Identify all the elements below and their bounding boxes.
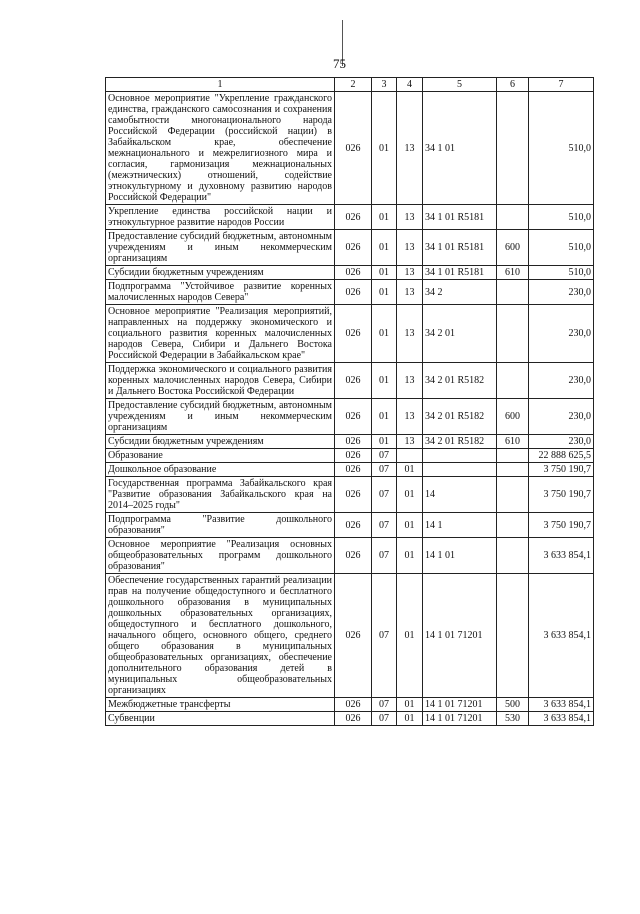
table-row — [106, 698, 594, 712]
table-row — [106, 280, 594, 305]
row-c3-cell: 01 — [372, 305, 397, 363]
row-c2-cell: 026 — [335, 266, 372, 280]
budget-table — [105, 77, 594, 726]
row-c4-cell: 01 — [397, 513, 423, 538]
header-col-5: 5 — [423, 78, 497, 92]
row-c2-cell: 026 — [335, 698, 372, 712]
row-c5-cell: 34 2 01 — [423, 305, 497, 363]
row-c2-cell: 026 — [335, 463, 372, 477]
row-c4-cell: 01 — [397, 712, 423, 726]
row-c5-cell: 34 2 01 R5182 — [423, 399, 497, 435]
page-number: 75 — [333, 56, 346, 71]
row-c3-cell: 07 — [372, 574, 397, 698]
row-c4-cell: 13 — [397, 280, 423, 305]
table-row — [106, 399, 594, 435]
row-name-cell: Субсидии бюджетным учреждениям — [106, 266, 335, 280]
row-c7-cell: 510,0 — [529, 205, 594, 230]
table-row — [106, 477, 594, 513]
row-c2-cell: 026 — [335, 280, 372, 305]
row-c4-cell: 13 — [397, 92, 423, 205]
row-c7-cell: 510,0 — [529, 92, 594, 205]
header-col-3: 3 — [372, 78, 397, 92]
row-c7-cell: 3 750 190,7 — [529, 477, 594, 513]
row-c2-cell: 026 — [335, 363, 372, 399]
row-c4-cell: 13 — [397, 435, 423, 449]
row-c6-cell: 500 — [497, 698, 529, 712]
row-c7-cell: 230,0 — [529, 399, 594, 435]
row-name-cell: Основное мероприятие "Укрепление гражданского единства, гражданского самосознания и сохранения самобытности многонационального народа Российской Федерации (российской нации) в Забайкальском крае, обеспечение межнационального и межрелигиозного мира и согласия, гармонизация межнациональных (межэтнических) отношений, содействие этнокультурному и духовному развитию народов Российской Федерации" — [106, 92, 335, 205]
row-c6-cell: 530 — [497, 712, 529, 726]
table-row — [106, 92, 594, 205]
row-c7-cell: 230,0 — [529, 280, 594, 305]
row-c3-cell: 07 — [372, 712, 397, 726]
row-c6-cell: 610 — [497, 266, 529, 280]
row-c5-cell: 34 1 01 — [423, 92, 497, 205]
row-c7-cell: 230,0 — [529, 305, 594, 363]
row-c6-cell: 600 — [497, 230, 529, 266]
table-row — [106, 513, 594, 538]
row-c5-cell: 14 1 01 71201 — [423, 712, 497, 726]
header-col-2: 2 — [335, 78, 372, 92]
row-c6-cell — [497, 205, 529, 230]
row-c6-cell — [497, 574, 529, 698]
row-c5-cell: 14 1 01 71201 — [423, 574, 497, 698]
row-c3-cell: 01 — [372, 92, 397, 205]
row-c7-cell: 510,0 — [529, 266, 594, 280]
table-row — [106, 230, 594, 266]
row-c6-cell — [497, 538, 529, 574]
row-c3-cell: 07 — [372, 698, 397, 712]
table-row — [106, 574, 594, 698]
row-c2-cell: 026 — [335, 538, 372, 574]
row-c2-cell: 026 — [335, 205, 372, 230]
row-c3-cell: 01 — [372, 266, 397, 280]
row-c4-cell: 01 — [397, 698, 423, 712]
row-c5-cell — [423, 463, 497, 477]
row-c2-cell: 026 — [335, 230, 372, 266]
row-c2-cell: 026 — [335, 92, 372, 205]
row-c3-cell: 07 — [372, 513, 397, 538]
row-c4-cell: 13 — [397, 230, 423, 266]
row-name-cell: Укрепление единства российской нации и этнокультурное развитие народов России — [106, 205, 335, 230]
row-c7-cell: 3 750 190,7 — [529, 463, 594, 477]
row-c4-cell: 13 — [397, 305, 423, 363]
row-c4-cell: 13 — [397, 205, 423, 230]
table-row — [106, 449, 594, 463]
row-c2-cell: 026 — [335, 477, 372, 513]
table-row — [106, 435, 594, 449]
row-c5-cell: 34 1 01 R5181 — [423, 266, 497, 280]
row-name-cell: Поддержка экономического и социального развития коренных малочисленных народов Севера, Сибири и Дальнего Востока Российской Федерации — [106, 363, 335, 399]
row-c6-cell — [497, 305, 529, 363]
row-c4-cell: 13 — [397, 363, 423, 399]
row-c5-cell — [423, 449, 497, 463]
table-row — [106, 463, 594, 477]
row-name-cell: Межбюджетные трансферты — [106, 698, 335, 712]
table-row — [106, 266, 594, 280]
row-c3-cell: 07 — [372, 449, 397, 463]
row-c7-cell: 510,0 — [529, 230, 594, 266]
row-name-cell: Образование — [106, 449, 335, 463]
row-name-cell: Субвенции — [106, 712, 335, 726]
row-c7-cell: 230,0 — [529, 435, 594, 449]
row-name-cell: Предоставление субсидий бюджетным, автономным учреждениям и иным некоммерческим организациям — [106, 230, 335, 266]
header-col-6: 6 — [497, 78, 529, 92]
row-c7-cell: 3 633 854,1 — [529, 698, 594, 712]
row-name-cell: Подпрограмма "Устойчивое развитие коренных малочисленных народов Севера" — [106, 280, 335, 305]
row-c7-cell: 230,0 — [529, 363, 594, 399]
row-c5-cell: 34 2 — [423, 280, 497, 305]
row-name-cell: Предоставление субсидий бюджетным, автономным учреждениям и иным некоммерческим организациям — [106, 399, 335, 435]
table-row — [106, 305, 594, 363]
row-c2-cell: 026 — [335, 513, 372, 538]
row-c5-cell: 14 — [423, 477, 497, 513]
row-c2-cell: 026 — [335, 449, 372, 463]
row-c5-cell: 14 1 01 71201 — [423, 698, 497, 712]
row-c3-cell: 07 — [372, 463, 397, 477]
row-c6-cell — [497, 477, 529, 513]
row-c5-cell: 14 1 01 — [423, 538, 497, 574]
row-c7-cell: 3 633 854,1 — [529, 538, 594, 574]
table-row — [106, 205, 594, 230]
row-c4-cell: 01 — [397, 538, 423, 574]
row-c3-cell: 01 — [372, 280, 397, 305]
row-c6-cell — [497, 280, 529, 305]
row-c5-cell: 34 2 01 R5182 — [423, 363, 497, 399]
header-col-4: 4 — [397, 78, 423, 92]
row-c7-cell: 22 888 625,5 — [529, 449, 594, 463]
row-c6-cell: 610 — [497, 435, 529, 449]
row-c2-cell: 026 — [335, 435, 372, 449]
row-c3-cell: 01 — [372, 435, 397, 449]
row-name-cell: Дошкольное образование — [106, 463, 335, 477]
row-c7-cell: 3 633 854,1 — [529, 712, 594, 726]
row-c2-cell: 026 — [335, 712, 372, 726]
row-c5-cell: 34 1 01 R5181 — [423, 230, 497, 266]
row-c4-cell: 01 — [397, 477, 423, 513]
row-name-cell: Субсидии бюджетным учреждениям — [106, 435, 335, 449]
table-row — [106, 712, 594, 726]
row-c2-cell: 026 — [335, 305, 372, 363]
table-row — [106, 363, 594, 399]
row-name-cell: Обеспечение государственных гарантий реализации прав на получение общедоступного и бесплатного дошкольного образования в муниципальных дошкольных образовательных организациях, общедоступного и бесплатного дошкольного, начального общего, основного общего, среднего общего образования в муниципальных общеобразовательных организациях, обеспечение дополнительного образования детей в муниципальных общеобразовательных организациях — [106, 574, 335, 698]
row-c3-cell: 01 — [372, 230, 397, 266]
row-c4-cell: 13 — [397, 399, 423, 435]
row-c3-cell: 01 — [372, 363, 397, 399]
row-c6-cell — [497, 363, 529, 399]
row-c2-cell: 026 — [335, 574, 372, 698]
row-c2-cell: 026 — [335, 399, 372, 435]
row-c6-cell — [497, 92, 529, 205]
table-header-row — [106, 78, 594, 92]
row-c4-cell: 01 — [397, 463, 423, 477]
row-c6-cell — [497, 513, 529, 538]
row-c3-cell: 01 — [372, 205, 397, 230]
row-name-cell: Подпрограмма "Развитие дошкольного образования" — [106, 513, 335, 538]
row-c5-cell: 14 1 — [423, 513, 497, 538]
row-c4-cell — [397, 449, 423, 463]
row-c4-cell: 01 — [397, 574, 423, 698]
row-name-cell: Государственная программа Забайкальского края "Развитие образования Забайкальского края на 2014–2025 годы" — [106, 477, 335, 513]
header-col-1: 1 — [106, 78, 335, 92]
row-c4-cell: 13 — [397, 266, 423, 280]
row-c6-cell: 600 — [497, 399, 529, 435]
row-c3-cell: 07 — [372, 477, 397, 513]
row-c3-cell: 07 — [372, 538, 397, 574]
table-row — [106, 538, 594, 574]
row-c6-cell — [497, 449, 529, 463]
row-name-cell: Основное мероприятие "Реализация мероприятий, направленных на поддержку экономического и социального развития коренных малочисленных народов Севера, Сибири и Дальнего Востока Российской Федерации в Забайкальском крае" — [106, 305, 335, 363]
row-c7-cell: 3 750 190,7 — [529, 513, 594, 538]
row-c3-cell: 01 — [372, 399, 397, 435]
header-col-7: 7 — [529, 78, 594, 92]
row-name-cell: Основное мероприятие "Реализация основных общеобразовательных программ дошкольного образования" — [106, 538, 335, 574]
row-c6-cell — [497, 463, 529, 477]
row-c7-cell: 3 633 854,1 — [529, 574, 594, 698]
row-c5-cell: 34 1 01 R5181 — [423, 205, 497, 230]
row-c5-cell: 34 2 01 R5182 — [423, 435, 497, 449]
